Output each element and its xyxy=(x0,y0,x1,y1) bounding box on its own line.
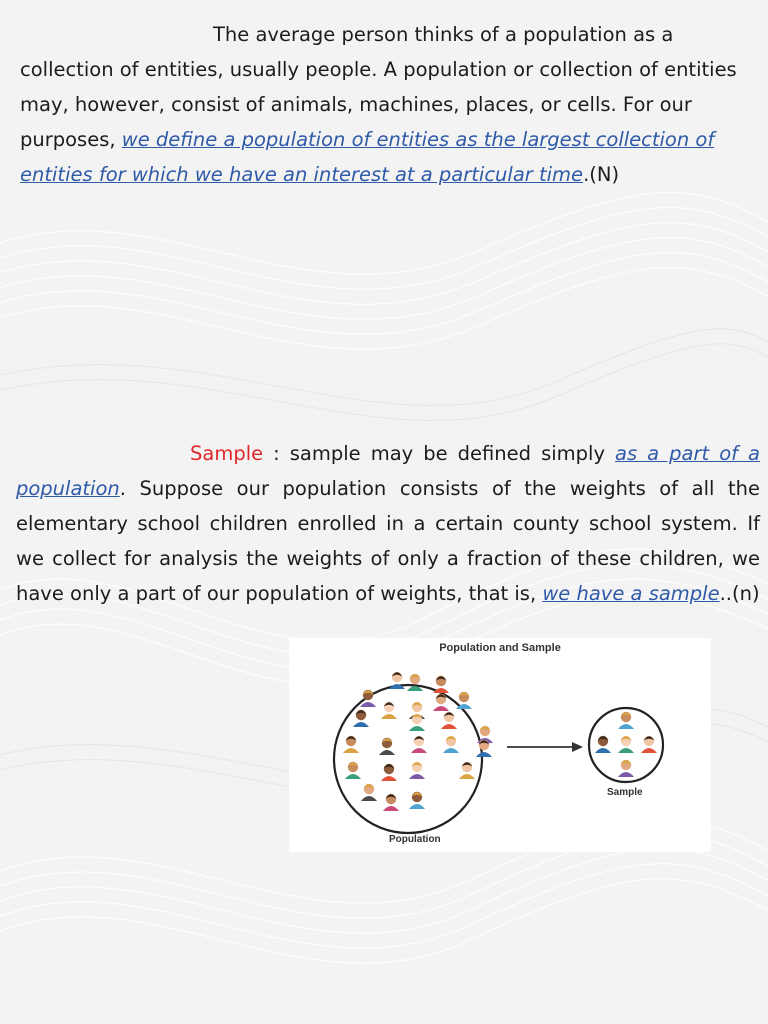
person-avatar-icon xyxy=(383,794,399,811)
sample-term: Sample xyxy=(190,442,264,465)
sample-text-2: . Suppose our population consists of the weights of all the elementary school children enrolled in a certain county school system. If we collect for analysis the weights of only a fraction of these children, we have only a part of our population of weights, that is, xyxy=(16,477,760,605)
person-avatar-icon xyxy=(409,714,425,731)
person-avatar-icon xyxy=(353,710,369,727)
person-avatar-icon xyxy=(459,762,475,779)
person-avatar-icon xyxy=(409,762,425,779)
person-avatar-icon xyxy=(409,792,425,809)
person-avatar-icon xyxy=(343,736,359,753)
person-avatar-icon xyxy=(618,760,634,777)
sample-label: Sample xyxy=(607,787,643,798)
population-sample-diagram xyxy=(289,638,711,852)
figure-title: Population and Sample xyxy=(439,642,561,654)
person-avatar-icon xyxy=(379,738,395,755)
population-definition-paragraph xyxy=(20,17,750,192)
population-people-group xyxy=(343,672,493,811)
person-avatar-icon xyxy=(407,674,423,691)
person-avatar-icon xyxy=(618,736,634,753)
arrow-head-icon xyxy=(572,742,583,752)
population-text-notation: .(N) xyxy=(583,163,620,186)
sample-text-1: : sample may be defined simply xyxy=(263,442,616,465)
person-avatar-icon xyxy=(381,702,397,719)
person-avatar-icon xyxy=(411,736,427,753)
sample-emphasis-we-have-a-sample: we have a sample xyxy=(542,582,720,605)
person-avatar-icon xyxy=(595,736,611,753)
population-definition-emphasis: we define a population of entities as the largest collection of entities for which we have an interest at a particular time xyxy=(20,128,715,186)
person-avatar-icon xyxy=(361,784,377,801)
person-avatar-icon xyxy=(456,692,472,709)
person-avatar-icon xyxy=(381,764,397,781)
sample-definition-emphasis: as a part of a population xyxy=(16,442,760,500)
person-avatar-icon xyxy=(618,712,634,729)
person-avatar-icon xyxy=(441,712,457,729)
person-avatar-icon xyxy=(345,762,361,779)
sample-text-notation: ..(n) xyxy=(719,582,760,605)
population-text-intro: The average person thinks of a population as a collection of entities, usually people. A population or collection of entities may, however, consist of animals, machines, places, or cells. For our purposes, xyxy=(20,23,737,151)
sample-people-group xyxy=(595,712,657,777)
person-avatar-icon xyxy=(443,736,459,753)
population-sample-figure xyxy=(289,638,711,852)
sample-definition-paragraph xyxy=(16,436,760,611)
person-avatar-icon xyxy=(641,736,657,753)
population-label: Population xyxy=(389,834,441,845)
